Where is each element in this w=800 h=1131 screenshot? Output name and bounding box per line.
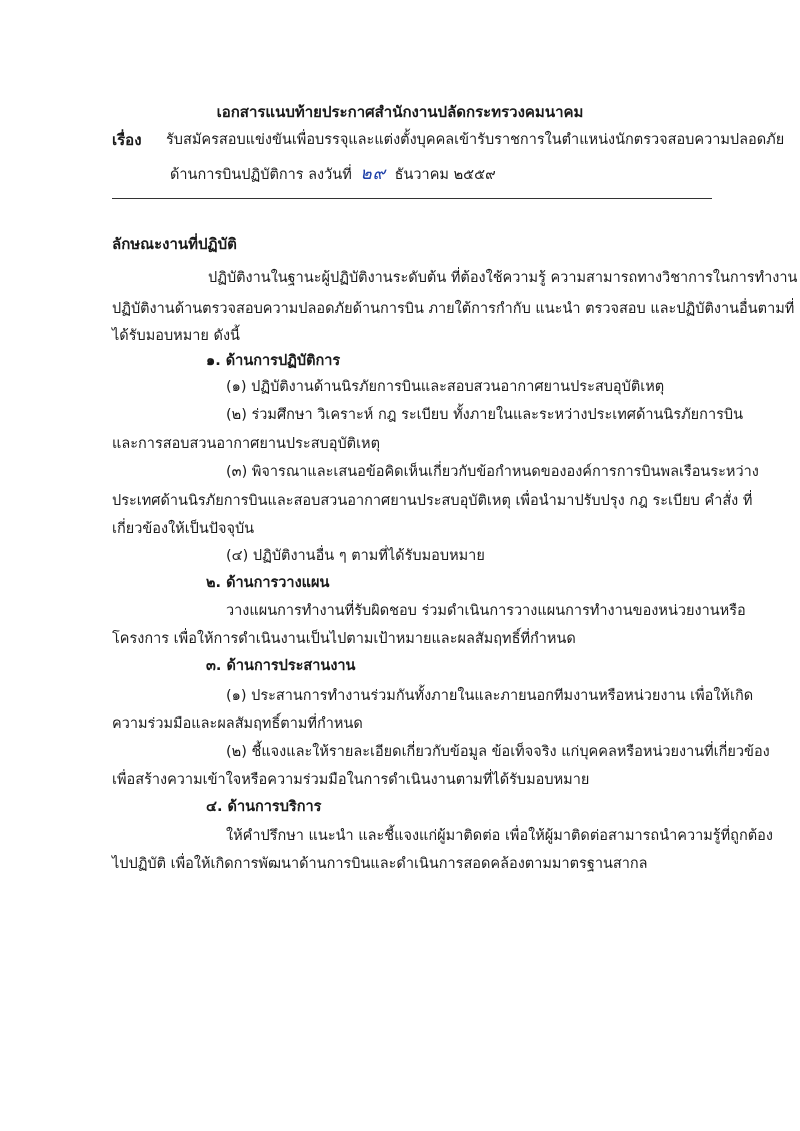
coordination-item-1-line-2: ความร่วมมือและผลสัมฤทธิ์ตามที่กำหนด	[112, 716, 363, 732]
operations-heading: ๑. ด้านการปฏิบัติการ	[206, 353, 341, 369]
operations-item-1: (๑) ปฏิบัติงานด้านนิรภัยการบินและสอบสวนอากาศยานประสบอุบัติเหตุ	[226, 379, 665, 395]
section-heading: ลักษณะงานที่ปฏิบัติ	[112, 235, 237, 253]
operations-item-3-line-2: ประเทศด้านนิรภัยการบินและสอบสวนอากาศยานประสบอุบัติเหตุ เพื่อนำมาปรับปรุง กฎ ระเบียบ คำสั่ง ที่	[112, 493, 753, 509]
coordination-heading: ๓. ด้านการประสานงาน	[206, 658, 356, 674]
service-line-2: ไปปฏิบัติ เพื่อให้เกิดการพัฒนาด้านการบินและดำเนินการสอดคล้องตามมาตรฐานสากล	[112, 856, 648, 872]
handwritten-day: ๒๙	[360, 164, 387, 184]
planning-heading: ๒. ด้านการวางแผน	[206, 575, 330, 591]
operations-item-4: (๔) ปฏิบัติงานอื่น ๆ ตามที่ได้รับมอบหมาย	[226, 548, 485, 564]
planning-line-2: โครงการ เพื่อให้การดำเนินงานเป็นไปตามเป้าหมายและผลสัมฤทธิ์ที่กำหนด	[112, 631, 576, 647]
subject-line-2-pre: ด้านการบินปฏิบัติการ ลงวันที่	[170, 167, 352, 183]
document-title: เอกสารแนบท้ายประกาศสำนักงานปลัดกระทรวงคมนาคม	[216, 103, 584, 121]
subject-line-2	[170, 160, 496, 187]
coordination-item-2-line-1: (๒) ชี้แจงและให้รายละเอียดเกี่ยวกับข้อมูล ข้อเท็จจริง แก่บุคคลหรือหน่วยงานที่เกี่ยวข้อง	[226, 744, 770, 760]
coordination-item-1-line-1: (๑) ประสานการทำงานร่วมกันทั้งภายในและภายนอกทีมงานหรือหน่วยงาน เพื่อให้เกิด	[226, 688, 754, 704]
service-heading: ๔. ด้านการบริการ	[206, 799, 322, 815]
subject-line-1: รับสมัครสอบแข่งขันเพื่อบรรจุและแต่งตั้งบุคคลเข้ารับราชการในตำแหน่งนักตรวจสอบความปลอดภัย	[166, 132, 785, 148]
subject-label: เรื่อง	[112, 131, 142, 149]
service-line-1: ให้คำปรึกษา แนะนำ และชี้แจงแก่ผู้มาติดต่อ เพื่อให้ผู้มาติดต่อสามารถนำความรู้ที่ถูกต้อง	[226, 828, 773, 844]
header-divider	[112, 198, 712, 199]
operations-item-3-line-3: เกี่ยวข้องให้เป็นปัจจุบัน	[112, 521, 255, 537]
coordination-item-2-line-2: เพื่อสร้างความเข้าใจหรือความร่วมมือในการดำเนินงานตามที่ได้รับมอบหมาย	[112, 772, 590, 788]
intro-line-3: ได้รับมอบหมาย ดังนี้	[112, 328, 240, 344]
operations-item-2-line-1: (๒) ร่วมศึกษา วิเคราะห์ กฎ ระเบียบ ทั้งภายในและระหว่างประเทศด้านนิรภัยการบิน	[226, 407, 744, 423]
subject-line-2-post: ธันวาคม ๒๕๕๙	[394, 167, 496, 183]
operations-item-2-line-2: และการสอบสวนอากาศยานประสบอุบัติเหตุ	[112, 436, 381, 452]
planning-line-1: วางแผนการทำงานที่รับผิดชอบ ร่วมดำเนินการวางแผนการทำงานของหน่วยงานหรือ	[226, 603, 746, 619]
intro-line-1: ปฏิบัติงานในฐานะผู้ปฏิบัติงานระดับต้น ที่ต้องใช้ความรู้ ความสามารถทางวิชาการในการทำงาน	[208, 270, 798, 286]
intro-line-2: ปฏิบัติงานด้านตรวจสอบความปลอดภัยด้านการบิน ภายใต้การกำกับ แนะนำ ตรวจสอบ และปฏิบัติงานอื่นตามที่	[112, 301, 795, 317]
operations-item-3-line-1: (๓) พิจารณาและเสนอข้อคิดเห็นเกี่ยวกับข้อกำหนดขององค์การการบินพลเรือนระหว่าง	[226, 464, 759, 480]
